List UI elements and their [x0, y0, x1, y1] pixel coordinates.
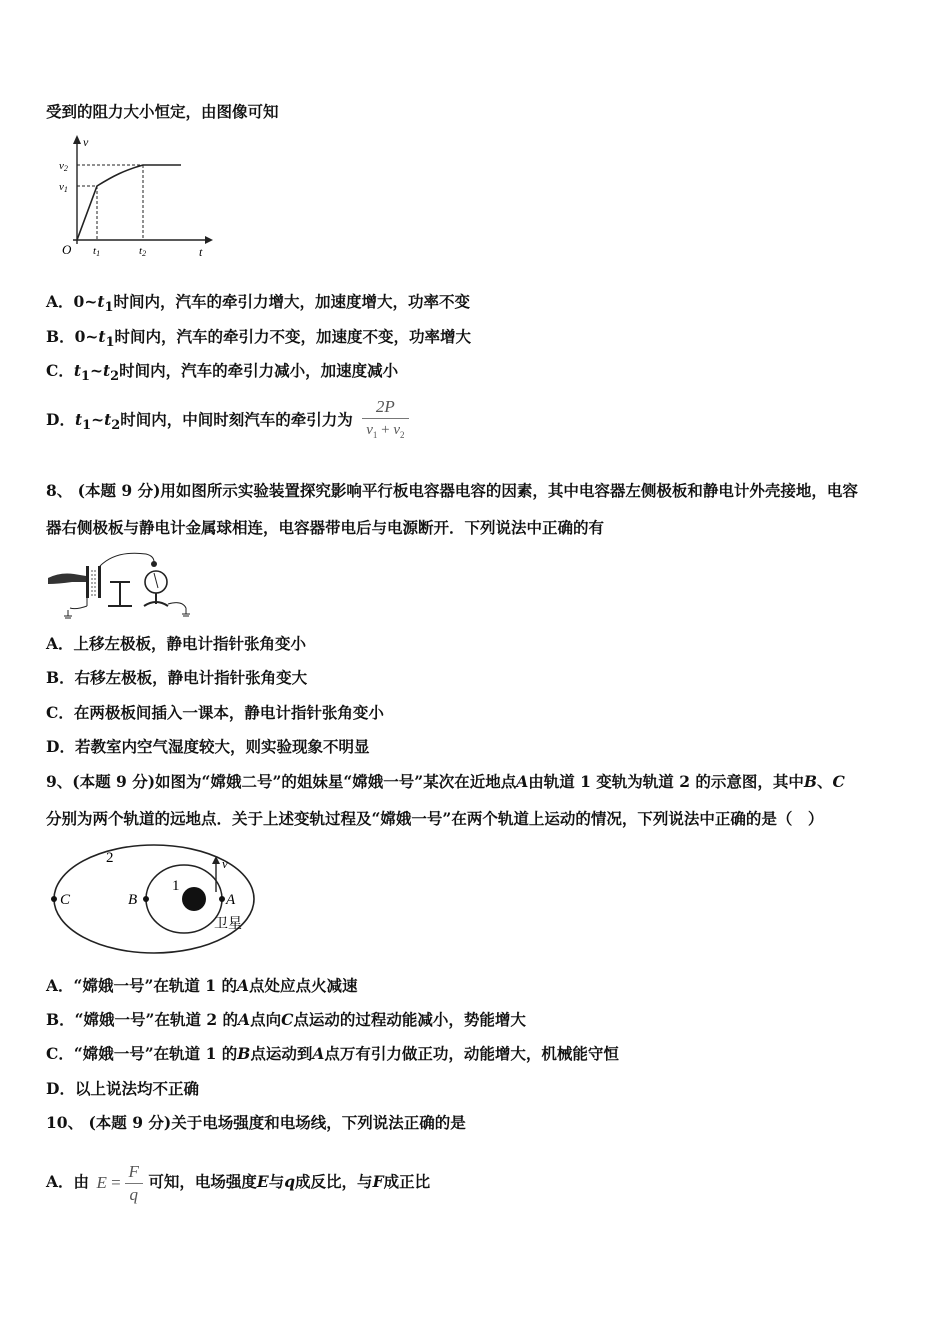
q8-stem-line1: 8、 (本题 9 分)用如图所示实验装置探究影响平行板电容器电容的因素，其中电容器左侧极板和静电计外壳接地，电容 [46, 481, 858, 500]
svg-text:t2 [139, 245, 146, 258]
q7-option-b: B．$0\sim t_1$时间内，汽车的牵引力不变，加速度不变，功率增大 [46, 327, 472, 351]
a-label: A [226, 892, 236, 908]
t1-sub: 1 [96, 249, 101, 258]
capacitor-apparatus [46, 548, 196, 620]
q9-stem-line1: 9、(本题 9 分)如图为“嫦娥二号”的姐妹星“嫦娥一号”某次在近地点A由轨道 1 变轨为轨道 2 的示意图，其中B、C [46, 772, 845, 791]
q7-option-c: C．$t_1\sim t_2$时间内，汽车的牵引力减小，加速度减小 [46, 361, 399, 385]
axis-t-label: t [199, 245, 203, 259]
q9-option-b: B．“嫦娥一号”在轨道 2 的A点向C点运动的过程动能减小，势能增大 [46, 1010, 526, 1029]
field-formula: E = $\frac{F}{q}$ [96, 1149, 143, 1217]
v2-label: v [59, 160, 64, 172]
q9-stem-line2: 分别为两个轨道的远地点．关于上述变轨过程及“嫦娥一号”在两个轨道上运动的情况，下列说法中正确的是（ ） [46, 809, 824, 828]
v1-label: v [59, 181, 64, 193]
power-fraction: $\frac{2P}{v_1 + v_2}$ [362, 396, 408, 446]
t-axis-arrow [205, 236, 213, 244]
origin-label: O [62, 242, 72, 257]
axis-v-label: v [83, 135, 89, 149]
orbit-2-label: 2 [106, 850, 114, 866]
electrometer-needle [154, 573, 158, 588]
q9-option-d: D．以上说法均不正确 [46, 1079, 199, 1098]
b-label: B [128, 892, 138, 908]
t1-label: t [93, 245, 97, 257]
point-c [51, 896, 57, 902]
point-a [219, 896, 225, 902]
t2-sub: 2 [142, 249, 147, 258]
v2-sub: 2 [63, 164, 68, 173]
vt-graph [55, 132, 215, 262]
point-b [143, 896, 149, 902]
vt-curve [77, 165, 181, 240]
q8-stem-line2: 器右侧极板与静电计金属球相连，电容器带电后与电源断开．下列说法中正确的有 [46, 518, 605, 537]
q8-option-b: B．右移左极板，静电计指针张角变大 [46, 668, 308, 687]
svg-text:v1 [59, 181, 68, 194]
q9-option-a: A．“嫦娥一号”在轨道 1 的A点处应点火减速 [46, 976, 358, 995]
orbit-1-label: 1 [172, 878, 180, 894]
intro-text: 受到的阻力大小恒定，由图像可知 [46, 102, 279, 121]
electrometer-ball [151, 561, 157, 567]
v1-sub: 1 [63, 185, 68, 194]
q7-option-d: D．$t_1\sim t_2$时间内，中间时刻汽车的牵引力为 $\frac{2P}{v_1 + v_2}$ [46, 396, 409, 450]
v-axis-arrow [73, 135, 81, 144]
c-label: C [60, 892, 71, 908]
v-label: v [222, 856, 228, 871]
earth [182, 887, 206, 911]
q10-option-a: A．由 E = $\frac{F}{q}$ 可知，电场强度E与q成反比，与F成正比 [46, 1148, 430, 1217]
svg-text:t1 [93, 245, 100, 258]
lead-wire [100, 553, 154, 566]
q8-option-d: D．若教室内空气湿度较大，则实验现象不明显 [46, 737, 370, 756]
q10-stem: 10、 (本题 9 分)关于电场强度和电场线，下列说法正确的是 [46, 1113, 466, 1132]
q9-option-c: C．“嫦娥一号”在轨道 1 的B点运动到A点万有引力做正功，动能增大，机械能守恒 [46, 1044, 619, 1063]
satellite-label: 卫星 [214, 917, 242, 932]
q8-option-a: A．上移左极板，静电计指针张角变小 [46, 634, 307, 653]
q7-option-a: A．$0\sim t_1$时间内，汽车的牵引力增大，加速度增大，功率不变 [46, 292, 470, 316]
left-plate [86, 566, 89, 598]
svg-text:v2 [59, 160, 68, 173]
hand-icon [48, 574, 86, 585]
orbit-diagram [46, 840, 261, 958]
q8-option-c: C．在两极板间插入一课本，静电计指针张角变小 [46, 703, 384, 722]
t2-label: t [139, 245, 143, 257]
right-plate [98, 566, 101, 598]
